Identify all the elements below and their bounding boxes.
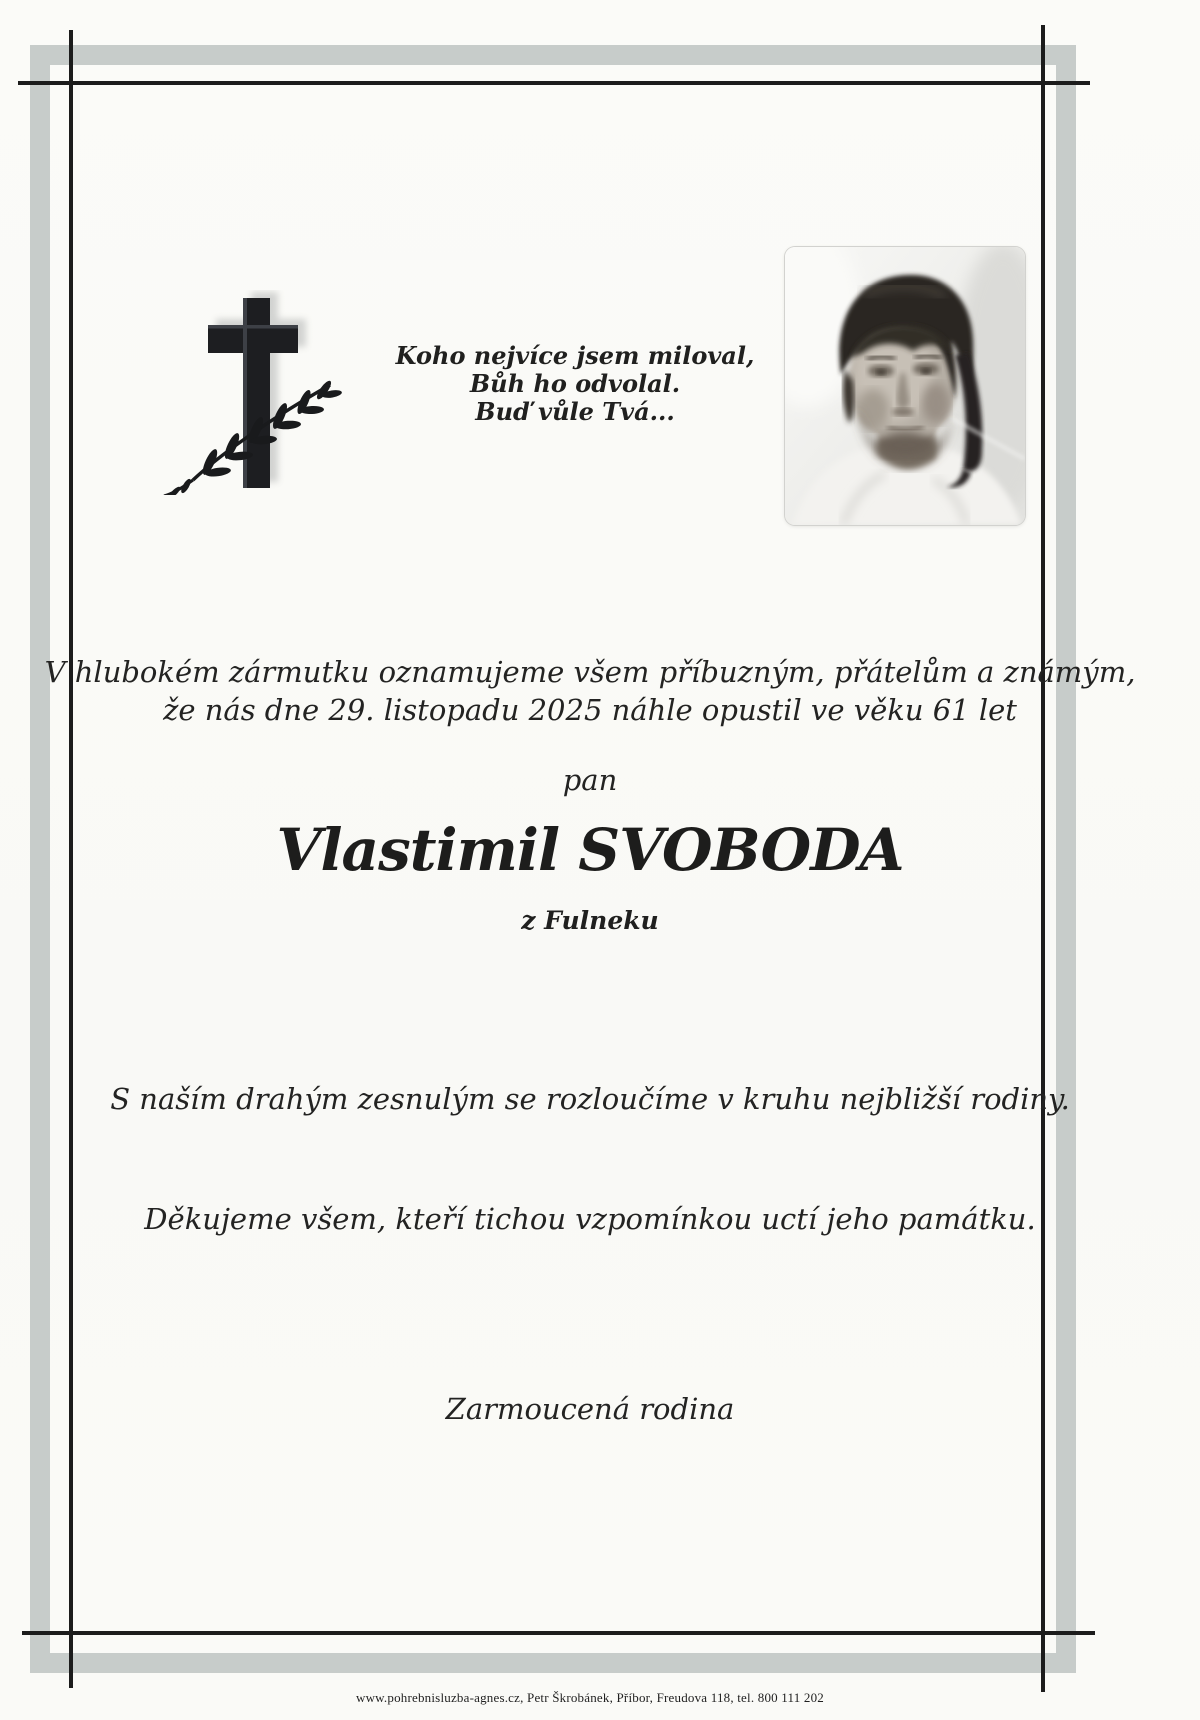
- announcement-line-2: že nás dne 29. listopadu 2025 náhle opustil ve věku 61 let: [163, 693, 1017, 727]
- epitaph-line-1: Koho nejvíce jsem miloval,: [395, 341, 755, 370]
- signature-line: Zarmoucená rodina: [445, 1392, 735, 1426]
- epitaph-line-2: Bůh ho odvolal.: [469, 369, 681, 398]
- black-border-line-bottom: [22, 1631, 1095, 1635]
- announcement-line-1: V hlubokém zármutku oznamujeme všem příbuzným, přátelům a známým,: [44, 655, 1136, 689]
- honorific: pan: [562, 763, 618, 797]
- epitaph-quote: [380, 342, 770, 426]
- funeral-service-footer: www.pohrebnisluzba-agnes.cz, Petr Škrobánek, Příbor, Freudova 118, tel. 800 111 202: [356, 1690, 824, 1705]
- farewell-line: S naším drahým zesnulým se rozloučíme v kruhu nejbližší rodiny.: [110, 1082, 1070, 1116]
- deceased-name: Vlastimil SVOBODA: [276, 816, 904, 884]
- epitaph-line-3: Buď vůle Tvá...: [475, 397, 675, 426]
- thanks-line: Děkujeme všem, kteří tichou vzpomínkou uctí jeho památku.: [144, 1202, 1036, 1236]
- portrait-photo: [785, 247, 1025, 525]
- origin-line: z Fulneku: [521, 906, 659, 935]
- cross-body: [208, 298, 298, 488]
- black-border-line-top: [18, 81, 1090, 85]
- cross-icon: [160, 290, 350, 495]
